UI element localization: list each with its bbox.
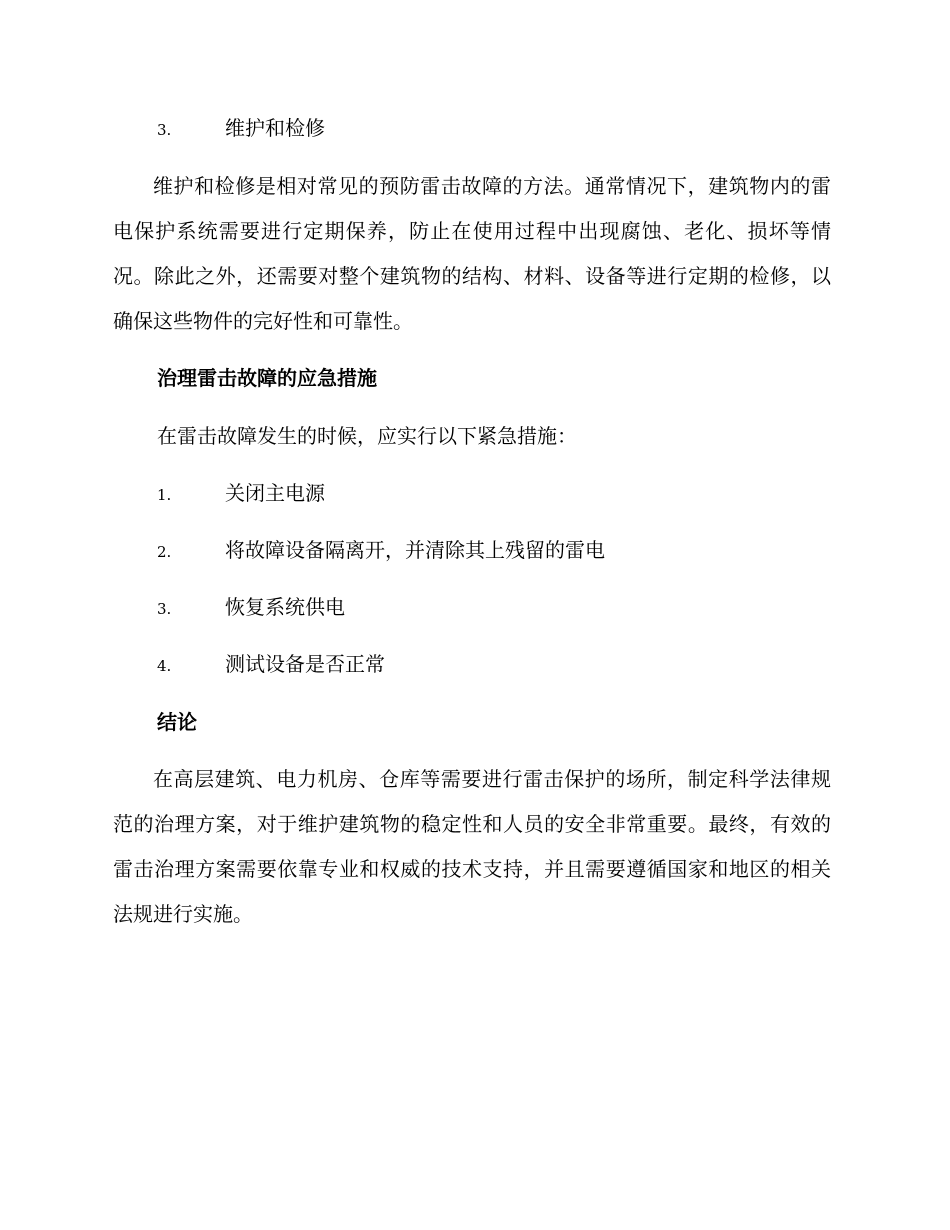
conclusion-paragraph: 在高层建筑、电力机房、仓库等需要进行雷击保护的场所，制定科学法律规范的治理方案，对于维护建筑物的稳定性和人员的安全非常重要。最终，有效的雷击治理方案需要依靠专业和权威的技术支持，并且需要遵循国家和地区的相关法规进行实施。 bbox=[113, 767, 831, 926]
emergency-step bbox=[157, 594, 831, 620]
list-number: 3. bbox=[157, 600, 172, 618]
list-number: 4. bbox=[157, 657, 172, 675]
list-number: 1. bbox=[157, 486, 172, 504]
step-text: 测试设备是否正常 bbox=[225, 652, 385, 676]
list-number: 2. bbox=[157, 543, 172, 561]
emergency-intro: 在雷击故障发生的时候，应实行以下紧急措施： bbox=[157, 424, 577, 448]
maintenance-paragraph: 维护和检修是相对常见的预防雷击故障的方法。通常情况下，建筑物内的雷电保护系统需要进行定期保养，防止在使用过程中出现腐蚀、老化、损坏等情况。除此之外，还需要对整个建筑物的结构、材料、设备等进行定期的检修，以确保这些物件的完好性和可靠性。 bbox=[113, 174, 831, 333]
emergency-step bbox=[157, 537, 831, 563]
conclusion-heading: 结论 bbox=[157, 710, 197, 734]
step-text: 将故障设备隔离开，并清除其上残留的雷电 bbox=[225, 538, 605, 562]
emergency-step bbox=[157, 651, 831, 677]
section-title: 维护和检修 bbox=[225, 116, 325, 140]
emergency-heading: 治理雷击故障的应急措施 bbox=[157, 366, 377, 390]
step-text: 关闭主电源 bbox=[225, 481, 325, 505]
list-number: 3. bbox=[157, 121, 172, 139]
step-text: 恢复系统供电 bbox=[225, 595, 345, 619]
emergency-step bbox=[157, 480, 831, 506]
section-maintenance-heading bbox=[157, 115, 831, 141]
